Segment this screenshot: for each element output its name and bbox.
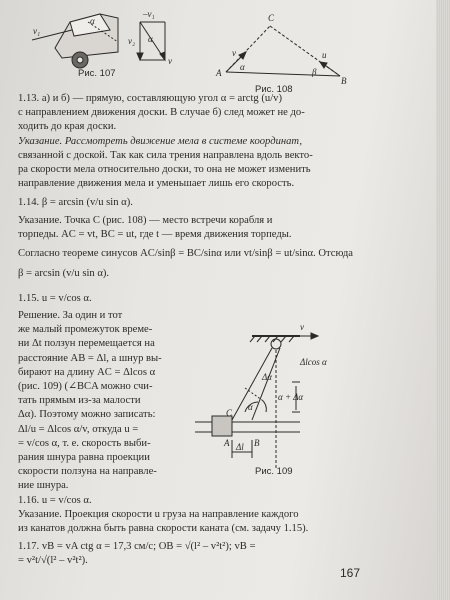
text-line: с направлением движения доски. В случае б) след может не до- [18,107,305,119]
text-line: ни Δt ползун перемещается на [18,338,155,350]
fig109-alpha-label: α [248,402,253,412]
text-line: рания шнура равна проекции [18,452,150,464]
text-line: 1.17. vB = vA ctg α = 17,3 см/с; OB = √(l² – v²t²); vB = [18,541,256,552]
text-line: ходить до края доски. [18,121,117,133]
fig108-C-label: C [268,13,275,23]
figure-107-caption: Рис. 107 [78,68,116,79]
answer-1-15-heading: 1.15. u = v/cos α. [18,293,92,304]
text-line: ра скорости мела относительно доски, то она не может изменить [18,164,311,176]
text-line: из канатов должна быть равна скорости каната (см. задачу 1.15). [18,523,309,535]
text-line: Указание. Точка C (рис. 108) — место встречи корабля и [18,215,273,227]
fig107-v1-car-label: v₁ [33,26,41,36]
text-line: β = arcsin (v/u sin α). [18,267,110,279]
text-line: Δα). Поэтому можно записать: [18,409,156,421]
text-line: расстояние AB = Δl, а шнур вы- [18,352,162,364]
answer-1-13-block [18,92,363,191]
answer-1-15-heading-block [18,292,363,306]
fig107-alpha-label: α [148,34,153,44]
text-line: Согласно теореме синусов AC/sinβ = BC/sinα или vt/sinβ = ut/sinα. Отсюда [18,247,353,259]
text-line: ние шнура. [18,480,69,492]
text-line: тать прямым из-за малости [18,395,141,407]
text-line: Указание. Проекция скорости u груза на направление каждого [18,509,299,521]
fig108-beta-label: β [312,67,317,77]
fig108-A-label: A [216,68,222,78]
fig109-B-label: B [254,438,260,448]
fig107-v2-label: v₂ [128,36,136,46]
figure-108-caption: Рис. 108 [255,84,293,95]
text-line: связанной с доской. Так как сила трения направлена вдоль векто- [18,149,313,161]
text-line: направление движения мела и уменьшает лишь его скорость. [18,178,295,190]
text-line: Δl/u = Δlcos α/v, откуда u = [18,423,139,435]
fig109-C-label: C [226,408,233,418]
figure-107-car [32,14,118,68]
fig107-alpha-label-car: α [90,16,95,26]
fig109-A-label: A [224,438,230,448]
fig109-v-label: v [300,322,304,332]
solution-1-15-block [18,309,210,494]
fig109-dl-label: Δl [236,442,244,452]
fig108-B-label: B [341,76,347,86]
text-line: = v²t/√(l² – v²t²). [18,555,88,567]
fig108-alpha-label: α [240,62,245,72]
fig109-dalpha-label: Δα [262,372,273,382]
answer-1-16-block [18,494,363,537]
fig108-v-label: v [232,48,236,58]
fig108-u-label: u [322,50,327,60]
page-number: 167 [340,566,361,580]
fig109-alpha-plus-label: α + Δα [278,392,304,402]
text-line: Указание. Рассмотреть движение мела в системе координат, [18,135,302,147]
text-line: (рис. 109) (∠BCA можно счи- [18,381,153,393]
text-line: бирают на длину AC = Δlcos α [18,366,156,378]
fig107-v-label: v [168,56,172,66]
text-line: же малый промежуток време- [18,324,153,336]
answer-1-17-block [18,540,363,568]
answer-1-14-heading: 1.14. β = arcsin (v/u sin α). [18,197,133,208]
text-line: скорости ползуна на направле- [18,466,157,478]
fig109-dlcos-label: Δlcos α [300,357,327,367]
answer-1-16-heading: 1.16. u = v/cos α. [18,495,92,506]
figure-109-caption: Рис. 109 [255,466,293,477]
text-line: торпеды. AC = vt, BC = ut, где t — время движения торпеды. [18,229,292,241]
text-line: 1.13. а) и б) — прямую, составляющую угол α = arctg (u/v) [18,93,282,104]
answer-1-14-block [18,196,363,281]
text-line: Решение. За один и тот [18,310,123,321]
text-line: = v/cos α, т. е. скорость выби- [18,437,151,449]
fig107-minus-v1-label: –v₁ [143,9,155,19]
